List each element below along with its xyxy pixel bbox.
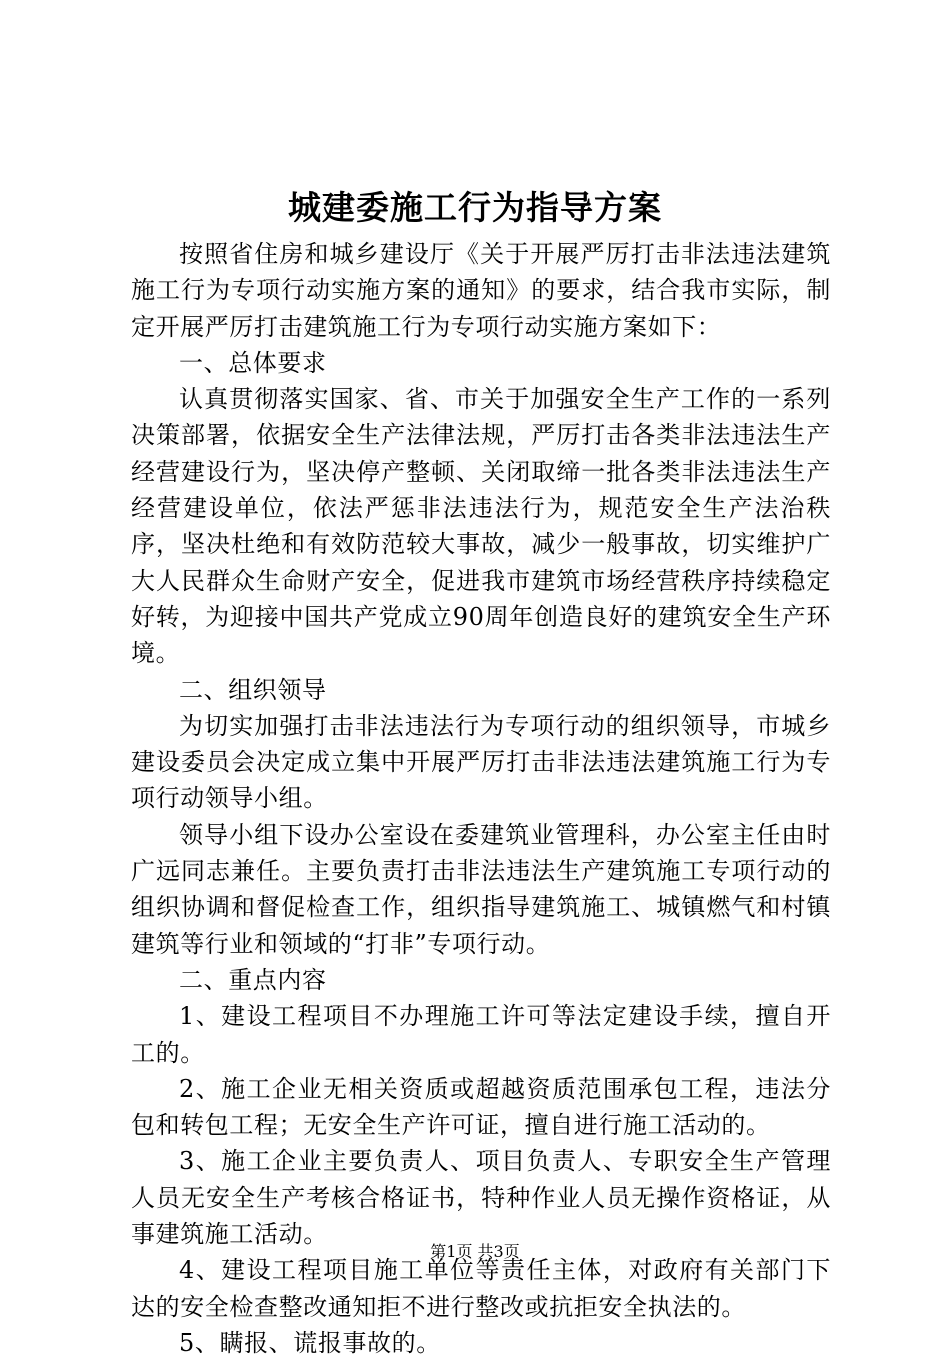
section-heading-general-requirements: 一、总体要求 — [179, 348, 327, 377]
section-heading-key-content: 二、重点内容 — [179, 965, 327, 994]
paragraph-intro: 按照省住房和城乡建设厅《关于开展严厉打击非法违法建筑施工行为专项行动实施方案的通知》的要求，结合我市实际，制定开展严厉打击建筑施工行为专项行动实施方案如下： — [131, 240, 831, 341]
list-item-5: 5、瞒报、谎报事故的。 — [179, 1328, 441, 1357]
list-item-2: 2、施工企业无相关资质或超越资质范围承包工程，违法分包和转包工程；无安全生产许可证，擅自进行施工活动的。 — [131, 1074, 831, 1140]
document-title: 城建委施工行为指导方案 — [288, 188, 662, 227]
paragraph-organization-leadership: 为切实加强打击非法违法行为专项行动的组织领导，市城乡建设委员会决定成立集中开展严厉打击非法违法建筑施工行为专项行动领导小组。 — [131, 711, 831, 813]
paragraph-general-requirements: 认真贯彻落实国家、省、市关于加强安全生产工作的一系列决策部署，依据安全生产法律法规，严厉打击各类非法违法生产经营建设行为，坚决停产整顿、关闭取缔一批各类非法违法生产经营建设单位，依法严惩非法违法行为，规范安全生产法治秩序，坚决杜绝和有效防范较大事故，减少一般事故，切实维护广大人民群众生命财产安全，促进我市建筑市场经营秩序持续稳定好转，为迎接中国共产党成立90周年创造良好的建筑安全生产环境。 — [131, 385, 831, 668]
page-footer: 第1页 共3页 — [430, 1242, 520, 1261]
list-item-3: 3、施工企业主要负责人、项目负责人、专职安全生产管理人员无安全生产考核合格证书，特种作业人员无操作资格证，从事建筑施工活动。 — [131, 1147, 831, 1249]
list-item-1: 1、建设工程项目不办理施工许可等法定建设手续，擅自开工的。 — [131, 1002, 831, 1067]
paragraph-office-setup: 领导小组下设办公室设在委建筑业管理科，办公室主任由时广远同志兼任。主要负责打击非法违法生产建筑施工专项行动的组织协调和督促检查工作，组织指导建筑施工、城镇燃气和村镇建筑等行业和领域的“打非”专项行动。 — [131, 820, 831, 958]
list-item-4: 4、建设工程项目施工单位等责任主体，对政府有关部门下达的安全检查整改通知拒不进行整改或抗拒安全执法的。 — [131, 1256, 831, 1321]
document-body — [131, 236, 831, 1361]
section-heading-organization: 二、组织领导 — [179, 675, 327, 704]
